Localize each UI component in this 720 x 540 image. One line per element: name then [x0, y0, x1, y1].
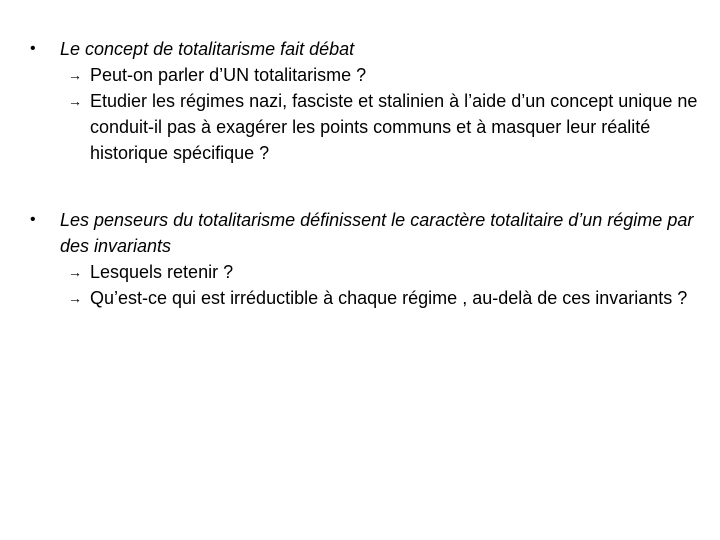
sub-point-text: Etudier les régimes nazi, fasciste et stalinien à l’aide d’un concept unique ne conduit-il pas à exagérer les points communs et à masquer leur réalité historique spécifique ? — [90, 91, 698, 163]
sub-point — [28, 259, 698, 285]
arrow-right-icon: → — [68, 93, 82, 109]
arrow-right-icon: → — [68, 67, 82, 83]
bullet-heading — [28, 207, 698, 259]
bullet-dot-icon: • — [30, 40, 36, 57]
sub-point — [28, 62, 698, 88]
sub-point-text: Lesquels retenir ? — [90, 262, 234, 282]
bullet-heading-text: Les penseurs du totalitarisme définissent le caractère totalitaire d’un régime par des invariants — [60, 210, 694, 256]
bullet-block-concept — [28, 36, 698, 166]
bullet-heading-text: Le concept de totalitarisme fait débat — [60, 39, 355, 59]
sub-point-text: Peut-on parler d’UN totalitarisme ? — [90, 65, 367, 85]
bullet-block-invariants — [28, 207, 698, 311]
arrow-right-icon: → — [68, 264, 82, 280]
bullet-heading — [28, 36, 698, 62]
sub-point-text: Qu’est-ce qui est irréductible à chaque régime , au-delà de ces invariants ? — [90, 288, 688, 308]
arrow-right-icon: → — [68, 290, 82, 306]
sub-point — [28, 88, 698, 166]
sub-point — [28, 285, 698, 311]
bullet-dot-icon: • — [30, 211, 36, 228]
